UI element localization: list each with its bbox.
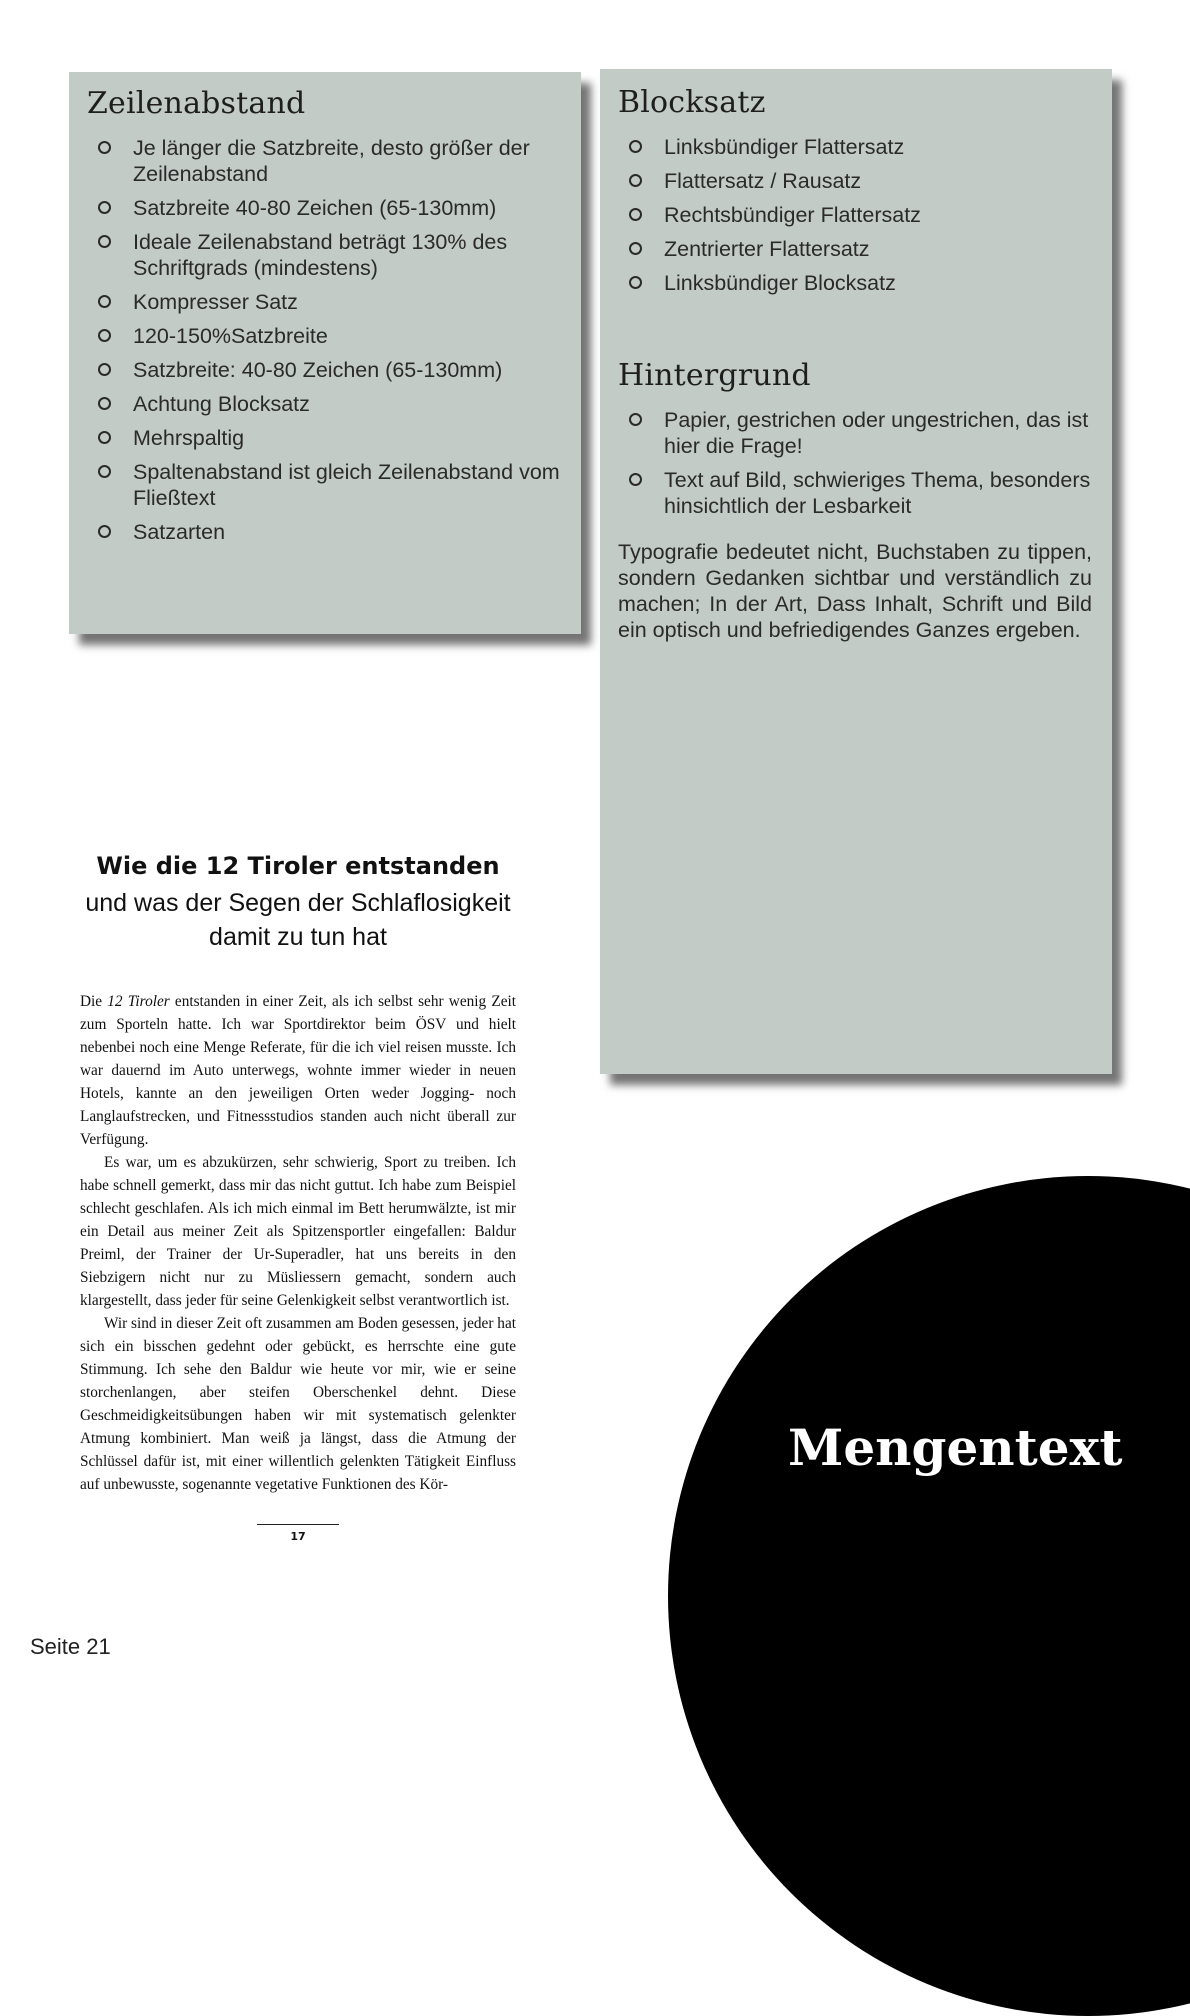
book-body (80, 990, 516, 1496)
page-number-rule (257, 1524, 339, 1525)
blocksatz-list (618, 134, 1092, 296)
circle-bullet-icon (629, 208, 642, 221)
list-item: Linksbündiger Flattersatz (618, 134, 1092, 160)
book-paragraph: Wir sind in dieser Zeit oft zusammen am Boden gesessen, jeder hat sich ein bisschen gedehnt oder gebückt, es herrschte eine gute Stimmung. Ich sehe den Baldur wie heute vor mir, wie er seine storchenlangen, aber steifen Oberschenkel dehnt. Diese Geschmeidigkeitsübungen haben wir mit systematisch gelenkter Atmung kombiniert. Man weiß ja längst, dass die Atmung der Schlüssel dafür ist, mit einer willentlich gelenkten Tätigkeit Einfluss auf unbewusste, sogenannte vegetative Funktionen des Kör- (80, 1315, 516, 1493)
list-item: Papier, gestrichen oder ungestrichen, das ist hier die Frage! (618, 407, 1092, 459)
list-item: Je länger die Satzbreite, desto größer der Zeilenabstand (87, 135, 561, 187)
book-heading: Wie die 12 Tiroler entstanden (96, 852, 500, 880)
list-item: Mehrspaltig (87, 425, 561, 451)
hintergrund-title: Hintergrund (618, 358, 811, 393)
black-circle (668, 1176, 1190, 2016)
circle-bullet-icon (629, 473, 642, 486)
list-item: Linksbündiger Blocksatz (618, 270, 1092, 296)
circle-bullet-icon (629, 413, 642, 426)
list-item: Flattersatz / Rausatz (618, 168, 1092, 194)
typografie-quote: Typografie bedeutet nicht, Buchstaben zu tippen, sondern Gedanken sichtbar und verständlich zu machen; In der Art, Dass Inhalt, Schrift und Bild ein optisch und befriedigendes Ganzes ergeben. (618, 540, 1092, 642)
list-item: Spaltenabstand ist gleich Zeilenabstand vom Fließtext (87, 459, 561, 511)
list-item: 120-150%Satzbreite (87, 323, 561, 349)
circle-bullet-icon (98, 431, 111, 444)
circle-bullet-icon (629, 140, 642, 153)
list-item: Satzbreite 40-80 Zeichen (65-130mm) (87, 195, 561, 221)
book-subheading: und was der Segen der Schlaflosigkeit damit zu tun hat (85, 889, 511, 951)
list-item: Ideale Zeilenabstand beträgt 130% des Schriftgrads (mindestens) (87, 229, 561, 281)
mengentext-label: Mengentext (788, 1418, 1123, 1477)
page-number: Seite 21 (30, 1634, 111, 1659)
book-page-number: 17 (290, 1530, 306, 1543)
list-item: Zentrierter Flattersatz (618, 236, 1092, 262)
zeilenabstand-card (69, 72, 581, 634)
zeilenabstand-title: Zeilenabstand (87, 86, 306, 121)
circle-bullet-icon (98, 525, 111, 538)
book-paragraph: Es war, um es abzukürzen, sehr schwierig, Sport zu treiben. Ich habe schnell gemerkt, dass mir das nicht guttut. Ich habe zum Beispiel schlecht geschlafen. Als ich mich einmal im Bett herumwälzte, ist mir ein Detail aus meiner Zeit als Spitzensportler eingefallen: Baldur Preiml, der Trainer der Ur-Superadler, hat uns bereits in den Siebzigern nicht nur zu Müsliessern gemacht, sondern auch klargestellt, dass jeder für seine Gelenkigkeit selbst verantwortlich ist. (80, 1154, 516, 1309)
list-item: Rechtsbündiger Flattersatz (618, 202, 1092, 228)
list-item: Text auf Bild, schwieriges Thema, besonders hinsichtlich der Lesbarkeit (618, 467, 1092, 519)
circle-bullet-icon (629, 174, 642, 187)
book-paragraph: Die 12 Tiroler entstanden in einer Zeit, als ich selbst sehr wenig Zeit zum Sporteln hatte. Ich war Sportdirektor beim ÖSV und hielt nebenbei noch eine Menge Referate, für die ich viel reisen musste. Ich war dauernd im Auto unterwegs, wohnte immer wieder in neuen Hotels, kannte an den jeweiligen Orten weder Jogging- noch Langlaufstrecken, und Fitnessstudios standen auch nicht überall zur Verfügung. (80, 993, 516, 1148)
list-item: Achtung Blocksatz (87, 391, 561, 417)
circle-bullet-icon (98, 465, 111, 478)
circle-bullet-icon (98, 141, 111, 154)
book-page-sample (80, 852, 516, 1543)
list-item: Satzarten (87, 519, 561, 545)
hintergrund-list (618, 407, 1092, 519)
circle-bullet-icon (98, 363, 111, 376)
circle-bullet-icon (98, 329, 111, 342)
circle-bullet-icon (629, 276, 642, 289)
circle-bullet-icon (629, 242, 642, 255)
circle-bullet-icon (98, 397, 111, 410)
list-item: Kompresser Satz (87, 289, 561, 315)
circle-bullet-icon (98, 201, 111, 214)
blocksatz-card (600, 69, 1112, 1074)
circle-bullet-icon (98, 235, 111, 248)
zeilenabstand-list (87, 135, 561, 545)
blocksatz-title: Blocksatz (618, 85, 766, 120)
circle-bullet-icon (98, 295, 111, 308)
list-item: Satzbreite: 40-80 Zeichen (65-130mm) (87, 357, 561, 383)
